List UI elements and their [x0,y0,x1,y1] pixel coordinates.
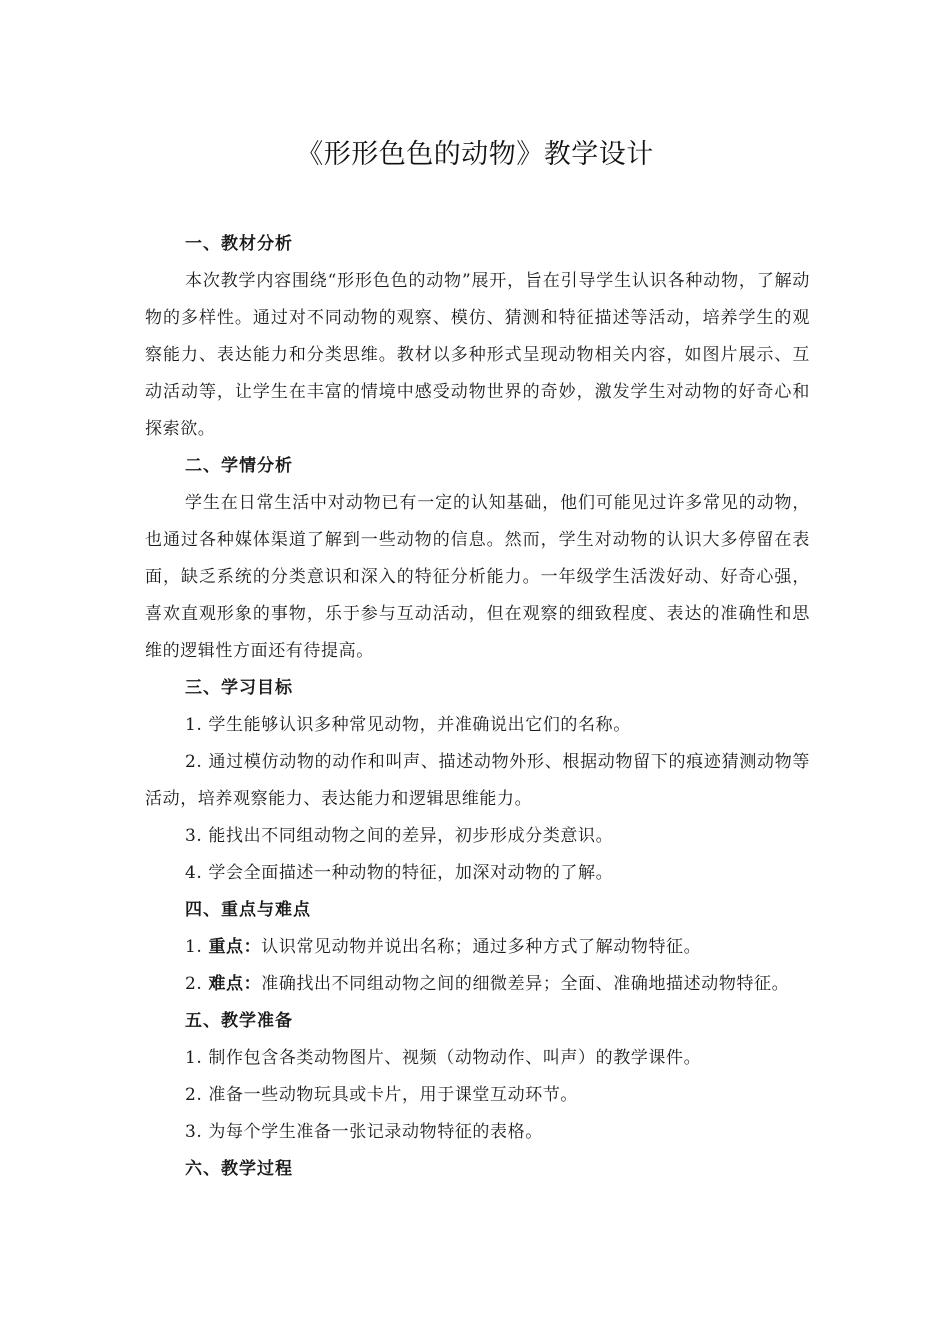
item-number: 1. [185,937,209,957]
list-item: 1. 制作包含各类动物图片、视频（动物动作、叫声）的教学课件。 [185,1048,702,1068]
item-text: 认识常见动物并说出名称；通过多种方式了解动物特征。 [261,937,702,957]
item-text: 准确找出不同组动物之间的细微差异；全面、准确地描述动物特征。 [261,974,790,994]
list-item-key-point [145,929,810,966]
section-paragraph-textbook-analysis: 本次教学内容围绕“形形色色的动物”展开，旨在引导学生认识各种动物，了解动物的多样性。通过对不同动物的观察、模仿、猜测和特征描述等活动，培养学生的观察能力、表达能力和分类思维。教材以多种形式呈现动物相关内容，如图片展示、互动活动等，让学生在丰富的情境中感受动物世界的奇妙，激发学生对动物的好奇心和探索欲。 [145,271,810,439]
section-paragraph-student-analysis: 学生在日常生活中对动物已有一定的认知基础，他们可能见过许多常见的动物，也通过各种媒体渠道了解到一些动物的信息。然而，学生对动物的认识大多停留在表面，缺乏系统的分类意识和深入的特征分析能力。一年级学生活泼好动、好奇心强，喜欢直观形象的事物，乐于参与互动活动，但在观察的细致程度、表达的准确性和思维的逻辑性方面还有待提高。 [145,493,810,661]
list-item: 2. 准备一些动物玩具或卡片，用于课堂互动环节。 [185,1085,579,1105]
section-heading-textbook-analysis: 一、教材分析 [185,234,293,254]
section-heading-learning-goals: 三、学习目标 [185,678,293,698]
section-heading-preparation: 五、教学准备 [185,1011,293,1031]
list-item-difficulty [145,966,810,1003]
item-label: 重点： [208,937,262,957]
list-item: 2. 通过模仿动物的动作和叫声、描述动物外形、根据动物留下的痕迹猜测动物等活动，培养观察能力、表达能力和逻辑思维能力。 [145,752,810,809]
list-item: 1. 学生能够认识多种常见动物，并准确说出它们的名称。 [185,715,631,735]
section-heading-student-analysis: 二、学情分析 [185,456,293,476]
page-title: 《形形色色的动物》教学设计 [296,139,654,170]
list-item: 3. 为每个学生准备一张记录动物特征的表格。 [185,1122,543,1142]
document-body [145,226,810,1188]
list-item: 4. 学会全面描述一种动物的特征，加深对动物的了解。 [185,863,614,883]
section-heading-key-points: 四、重点与难点 [185,900,311,920]
item-label: 难点： [208,974,262,994]
list-item: 3. 能找出不同组动物之间的差异，初步形成分类意识。 [185,826,614,846]
item-number: 2. [185,974,209,994]
section-heading-teaching-process: 六、教学过程 [185,1159,293,1179]
